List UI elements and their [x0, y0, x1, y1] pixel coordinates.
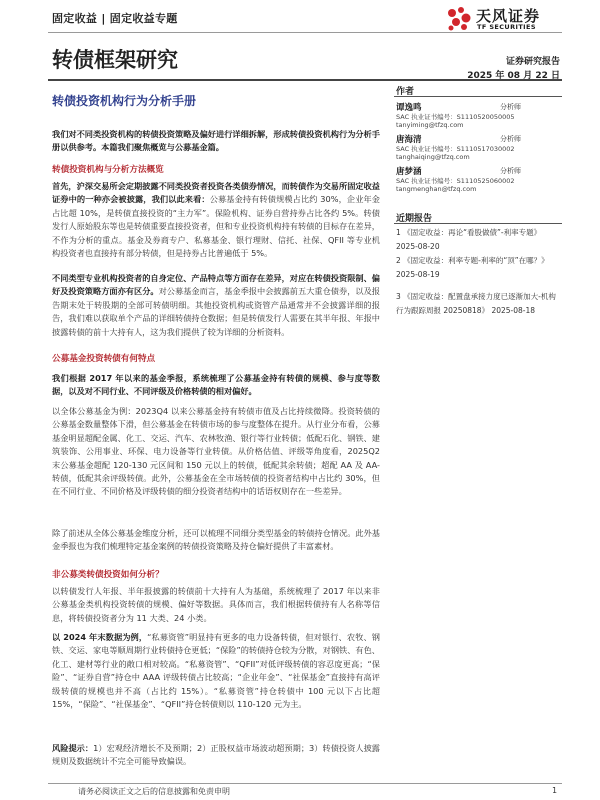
author-cert: SAC 执业证书编号：S1110520050005 [396, 113, 515, 121]
header-divider [48, 32, 562, 33]
author-card [396, 165, 562, 205]
paragraph-lead: 以 2024 年末数据为例， [52, 632, 148, 642]
logo [446, 4, 562, 34]
risk-lead: 风险提示： [52, 743, 94, 753]
section-heading: 非公募类转债投资如何分析？ [52, 570, 164, 580]
intro-paragraph: 我们对不同类投资机构的转债投资策略及偏好进行详细拆解，形成转债投资机构行为分析手册以供参考。本篇我们聚焦概览与公募基金篇。 [52, 129, 380, 153]
authors-heading: 作者 [396, 87, 415, 97]
body-paragraph [52, 272, 380, 339]
author-name: 谭逸鸣 [396, 103, 422, 113]
author-cert: SAC 执业证书编号：S1110517030002 [396, 145, 515, 153]
author-name: 唐梦涵 [396, 167, 422, 177]
section-heading: 公募基金投资转债有何特点 [52, 354, 156, 364]
logo-text-en: TF SECURITIES [477, 23, 536, 31]
page-number: 1 [552, 786, 558, 795]
body-paragraph [52, 631, 380, 711]
paragraph-lead: 首先，沪深交易所会定期披露不同类投资者投资各类债券情况，而转债作为交易所固定收益证券中的一种亦会被披露，我们以此来看： [52, 181, 380, 205]
body-paragraph: 以转债发行人年报、半年报披露的转债前十大持有人为基础，系统梳理了 2017 年以来非公募基金类机构投资转债的规模、偏好等数据。具体而言，我们根据转债持有人名称等信息，将转债投资者分为 11 大类、24 小类。 [52, 586, 380, 623]
footer-disclaimer[interactable]: 请务必阅读正文之后的信息披露和免责申明 [78, 787, 230, 796]
logo-text-cn: 天风证券 [476, 7, 541, 25]
subtitle: 转债投资机构行为分析手册 [52, 94, 197, 108]
author-role: 分析师 [500, 103, 521, 111]
body-paragraph: 除了前述从全体公募基金维度分析，还可以梳理不同细分类型基金的转债持仓情况。此外基金季报也为我们梳理特定基金案例的转债投资策略及持仓偏好提供了丰富素材。 [52, 528, 380, 552]
body-paragraph: 以全体公募基金为例：2023Q4 以来公募基金持有转债市值及占比持续微降。投资转债的公募基金数量整体下滑，但公募基金在转债市场的参与度整体在提升。从行业分布看，公募基金明显超配金属、化工、交运、汽车、农林牧渔、银行等行业转债；低配石化、钢铁、建筑装饰、公用事业、环保、电力设备等行业转债。从价格估值、评级等角度看，2025Q2 末公募基金超配 120-130 元区间和 150 元以上的转债，低配其余转债；超配 AA 及 AA- 转债，低配其余评级转债。此外，公募基金在全市场转债的投资者结构中占比约 30%，但在不同行业、不同价格及评级转债的细分投资者结构中的话语权则存在一些差异。 [52, 406, 380, 497]
paragraph-text: 对公募基金而言，基金季报中会披露前五大重仓债券，以及报告期末处于转股期的全部可转债明细。其他投资机构或资管产品通常并不会披露详细的报告，我们难以获取单个产品的详细转债持仓数据；但是转债发行人需要在其半年报、年报中披露转债的前十大持有人，这为我们提供了较为详细的分析资料。 [52, 286, 380, 337]
paragraph-text: “私募资管”明显持有更多的电力设备转债，但对银行、农牧、钢铁、交运、家电等顺周期行业转债持仓更低；“保险”的转债持仓较为分散，对钢铁、有色、化工、建材等行业的敞口相对较高。“私募资管”、“QFII”对低评级转债的容忍度更高；“保险”、“证券自营”持仓中 AAA 评级转债占比较高；“企业年金”、“社保基金”直接持有高评级转债的规模也并不高（占比约 15%）。“私募资管”持仓转债中 100 元以下占比超 15%，“保险”、“社保基金”、“QFII”持仓转债则以 110-120 元为主。 [52, 632, 380, 710]
body-paragraph: 我们根据 2017 年以来的基金季报，系统梳理了公募基金持有转债的规模、参与度等数据，以及对不同行业、不同评级及价格转债的相对偏好。 [52, 373, 380, 397]
tf-logo-icon [446, 6, 472, 32]
header-category: 固定收益 | 固定收益专题 [52, 12, 178, 25]
footer-divider [48, 783, 562, 784]
paragraph-lead: 不同类型专业机构投资者的自身定位、产品特点等方面存在差异，对应在转债投资限制、偏好及投资策略方面亦有区分。 [52, 273, 380, 297]
paragraph-text: 公募基金持有转债规模占比约 30%，企业年金占比超 10%，是转债直接投资的“主力军”。保险机构、证券自营持券占比各约 5%。转债发行人原始股东等也是转债重要直接投资者，但和专业投资机构持有转债的目标存在差异，不作为分析的重点。基金及券商专户、私募基金、银行理财、信托、社保、QFII 等专业机构投资者也直接持有部分转债，但是持券占比普遍低于 5%。 [52, 194, 380, 259]
author-role: 分析师 [500, 167, 521, 175]
author-email[interactable]: tanghaiqing@tfzq.com [396, 153, 470, 161]
author-name: 唐海清 [396, 135, 422, 145]
recent-report-item[interactable]: 1 《固定收益：再论“看股做债”-利率专题》 2025-08-20 [396, 228, 542, 251]
author-role: 分析师 [500, 135, 521, 143]
recent-reports-heading: 近期报告 [396, 214, 433, 224]
report-date: 2025 年 08 月 22 日 [467, 71, 560, 81]
author-cert: SAC 执业证书编号：S1110525060002 [396, 177, 515, 185]
risk-warning [52, 742, 380, 769]
author-email[interactable]: tanyiming@tfzq.com [396, 121, 464, 129]
report-type: 证券研究报告 [505, 57, 560, 67]
author-email[interactable]: tangmenghan@tfzq.com [396, 185, 477, 193]
recent-report-item[interactable]: 2 《固定收益：利率专题-利率的“顶”在哪？》 2025-08-19 [396, 256, 549, 279]
section-heading: 转债投资机构与分析方法概览 [52, 165, 164, 175]
recent-reports-divider [394, 223, 562, 224]
body-paragraph [52, 180, 380, 260]
authors-divider [394, 96, 562, 97]
page-title: 转债框架研究 [52, 47, 178, 72]
title-divider [48, 79, 562, 81]
recent-report-item[interactable]: 3 《固定收益：配置盘承接力度已逐渐加大-机构行为跟踪周报 20250818》 2025-08-18 [396, 292, 556, 315]
risk-text: 1）宏观经济增长不及预期；2）正股权益市场波动超预期；3）转债投资人披露规则及数据统计不完全可能导致偏误。 [52, 743, 380, 767]
